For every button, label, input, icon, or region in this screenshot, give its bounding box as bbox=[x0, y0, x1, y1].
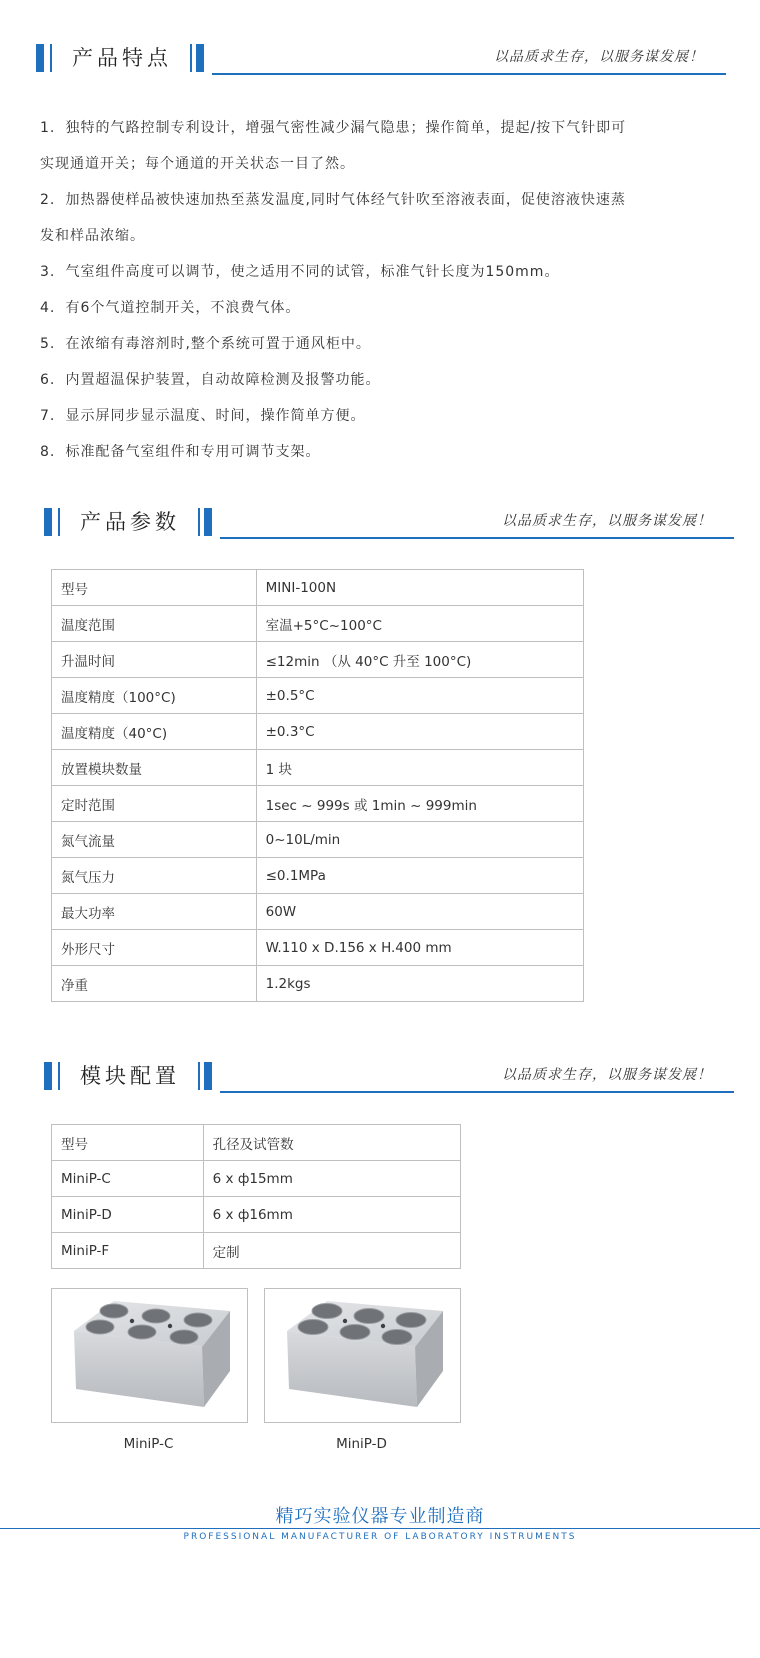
header-bar-left bbox=[44, 1062, 52, 1090]
table-cell-value: ≤12min （从 40°C 升至 100°C) bbox=[256, 642, 583, 678]
feature-number: 4. bbox=[40, 300, 56, 316]
table-cell-value: ±0.3°C bbox=[256, 714, 583, 750]
feature-number: 2. bbox=[40, 192, 56, 208]
footer-rule bbox=[0, 1528, 760, 1529]
table-cell-value: 0~10L/min bbox=[256, 822, 583, 858]
table-cell-value: 1.2kgs bbox=[256, 966, 583, 1002]
table-cell-value: 6 x ф16mm bbox=[203, 1197, 460, 1233]
spec-table-body bbox=[52, 570, 584, 1002]
feature-item bbox=[40, 362, 720, 398]
table-row bbox=[52, 1197, 461, 1233]
section-header-params bbox=[44, 504, 734, 538]
feature-number: 1. bbox=[40, 120, 56, 136]
features-list bbox=[40, 110, 720, 470]
module-table bbox=[51, 1124, 461, 1269]
table-cell-label: 放置模块数量 bbox=[52, 750, 257, 786]
section-title: 产品参数 bbox=[80, 510, 180, 534]
table-cell-label: MiniP-F bbox=[52, 1233, 204, 1269]
table-cell-label: 净重 bbox=[52, 966, 257, 1002]
section-slogan: 以品质求生存，以服务谋发展！ bbox=[502, 1067, 712, 1083]
feature-text: 实现通道开关；每个通道的开关状态一目了然。 bbox=[40, 156, 355, 172]
feature-text: 在浓缩有毒溶剂时,整个系统可置于通风柜中。 bbox=[65, 336, 371, 352]
aluminum-block-image bbox=[52, 1289, 247, 1422]
table-cell-label: 氮气流量 bbox=[52, 822, 257, 858]
header-bar-right-thin bbox=[198, 1062, 200, 1090]
photo-caption: MiniP-D bbox=[336, 1436, 387, 1452]
feature-item bbox=[40, 434, 720, 470]
table-cell-label: 氮气压力 bbox=[52, 858, 257, 894]
feature-item bbox=[40, 398, 720, 434]
feature-text: 内置超温保护装置，自动故障检测及报警功能。 bbox=[65, 372, 381, 388]
section-title: 模块配置 bbox=[80, 1064, 180, 1088]
table-cell-label: 升温时间 bbox=[52, 642, 257, 678]
spec-table bbox=[51, 569, 584, 1002]
header-bar-right-thin bbox=[190, 44, 192, 72]
header-bar-left-thin bbox=[50, 44, 52, 72]
feature-item bbox=[40, 290, 720, 326]
feature-text: 加热器使样品被快速加热至蒸发温度,同时气体经气针吹至溶液表面，促使溶液快速蒸 bbox=[65, 192, 626, 208]
table-cell-label: 温度范围 bbox=[52, 606, 257, 642]
feature-item bbox=[40, 326, 720, 362]
feature-number: 7. bbox=[40, 408, 56, 424]
header-bar-left bbox=[44, 508, 52, 536]
section-slogan: 以品质求生存，以服务谋发展！ bbox=[502, 513, 712, 529]
feature-number: 5. bbox=[40, 336, 56, 352]
table-cell-label: MiniP-D bbox=[52, 1197, 204, 1233]
table-row bbox=[52, 858, 584, 894]
table-cell-value: 孔径及试管数 bbox=[203, 1125, 460, 1161]
feature-item-continuation bbox=[40, 146, 720, 182]
feature-number: 8. bbox=[40, 444, 56, 460]
module-table-body bbox=[52, 1125, 461, 1269]
header-rule bbox=[220, 537, 734, 539]
feature-text: 标准配备气室组件和专用可调节支架。 bbox=[65, 444, 321, 460]
section-header-modules bbox=[44, 1058, 734, 1092]
section-title: 产品特点 bbox=[72, 46, 172, 70]
table-cell-value: 6 x ф15mm bbox=[203, 1161, 460, 1197]
header-rule bbox=[220, 1091, 734, 1093]
table-cell-value: ≤0.1MPa bbox=[256, 858, 583, 894]
table-row bbox=[52, 1233, 461, 1269]
table-row bbox=[52, 714, 584, 750]
feature-text: 独特的气路控制专利设计，增强气密性减少漏气隐患；操作简单，提起/按下气针即可 bbox=[65, 120, 627, 136]
table-cell-value: ±0.5°C bbox=[256, 678, 583, 714]
header-bar-right bbox=[204, 1062, 212, 1090]
table-row bbox=[52, 642, 584, 678]
footer-tagline-en: PROFESSIONAL MANUFACTURER OF LABORATORY INSTRUMENTS bbox=[183, 1532, 577, 1542]
header-bar-right-thin bbox=[198, 508, 200, 536]
section-slogan: 以品质求生存，以服务谋发展！ bbox=[494, 49, 704, 65]
feature-number: 3. bbox=[40, 264, 56, 280]
table-cell-label: MiniP-C bbox=[52, 1161, 204, 1197]
table-cell-value: W.110 x D.156 x H.400 mm bbox=[256, 930, 583, 966]
table-row bbox=[52, 930, 584, 966]
table-cell-value: 定制 bbox=[203, 1233, 460, 1269]
table-cell-value: 室温+5°C~100°C bbox=[256, 606, 583, 642]
table-cell-label: 定时范围 bbox=[52, 786, 257, 822]
table-row bbox=[52, 966, 584, 1002]
table-cell-value: 1 块 bbox=[256, 750, 583, 786]
table-row bbox=[52, 570, 584, 606]
header-rule bbox=[212, 73, 726, 75]
feature-text: 发和样品浓缩。 bbox=[40, 228, 145, 244]
photo-caption: MiniP-C bbox=[123, 1436, 174, 1452]
table-cell-label: 外形尺寸 bbox=[52, 930, 257, 966]
feature-text: 显示屏同步显示温度、时间，操作简单方便。 bbox=[65, 408, 366, 424]
feature-text: 有6个气道控制开关，不浪费气体。 bbox=[65, 300, 301, 316]
header-bar-right bbox=[196, 44, 204, 72]
table-cell-value: 1sec ~ 999s 或 1min ~ 999min bbox=[256, 786, 583, 822]
header-bar-left-thin bbox=[58, 1062, 60, 1090]
table-row bbox=[52, 822, 584, 858]
table-row bbox=[52, 678, 584, 714]
table-row bbox=[52, 894, 584, 930]
table-cell-label: 最大功率 bbox=[52, 894, 257, 930]
aluminum-block-image bbox=[265, 1289, 460, 1422]
feature-item bbox=[40, 182, 720, 218]
footer-tagline-cn: 精巧实验仪器专业制造商 bbox=[275, 1506, 485, 1527]
table-cell-label: 型号 bbox=[52, 1125, 204, 1161]
table-cell-label: 型号 bbox=[52, 570, 257, 606]
table-row bbox=[52, 1161, 461, 1197]
table-row bbox=[52, 786, 584, 822]
table-cell-label: 温度精度（100°C) bbox=[52, 678, 257, 714]
table-row bbox=[52, 606, 584, 642]
feature-item bbox=[40, 110, 720, 146]
module-photo-minip-c bbox=[51, 1288, 248, 1423]
feature-item-continuation bbox=[40, 218, 720, 254]
section-header-features bbox=[36, 40, 726, 74]
module-photo-minip-d bbox=[264, 1288, 461, 1423]
table-row bbox=[52, 1125, 461, 1161]
table-cell-label: 温度精度（40°C) bbox=[52, 714, 257, 750]
header-bar-left bbox=[36, 44, 44, 72]
feature-text: 气室组件高度可以调节，使之适用不同的试管，标准气针长度为150mm。 bbox=[65, 264, 560, 280]
header-bar-left-thin bbox=[58, 508, 60, 536]
table-cell-value: 60W bbox=[256, 894, 583, 930]
feature-number: 6. bbox=[40, 372, 56, 388]
table-cell-value: MINI-100N bbox=[256, 570, 583, 606]
header-bar-right bbox=[204, 508, 212, 536]
feature-item bbox=[40, 254, 720, 290]
table-row bbox=[52, 750, 584, 786]
